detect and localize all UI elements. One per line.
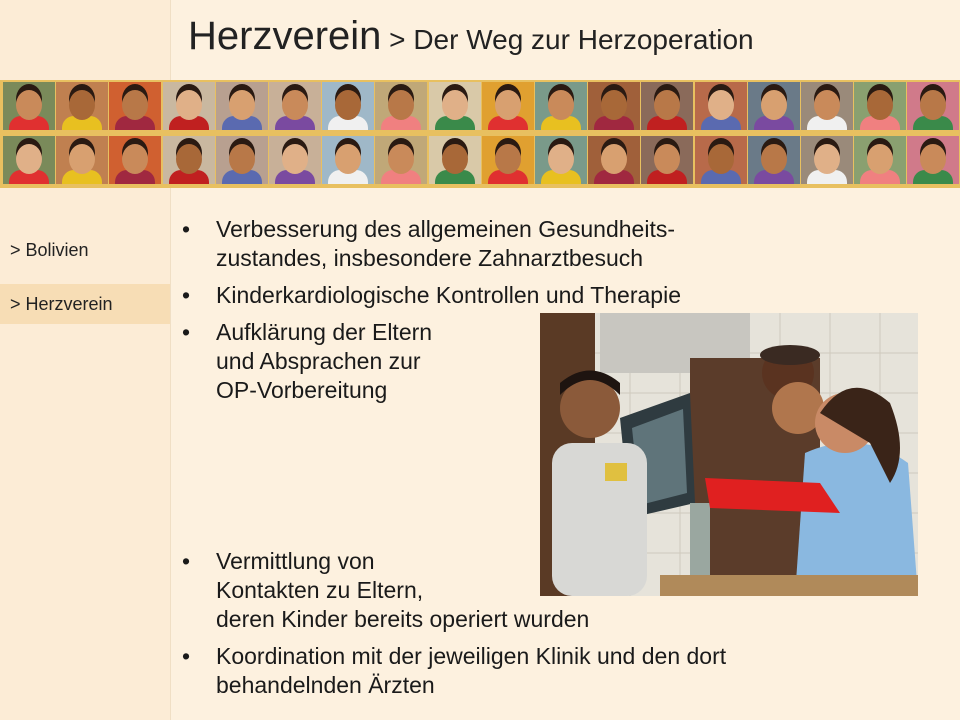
banner-photo	[801, 82, 853, 130]
banner-photo	[429, 82, 481, 130]
bullet-item: • Koordination mit der jeweiligen Klinik und den dort behandelnden Ärzten	[216, 642, 726, 700]
banner-photo	[748, 82, 800, 130]
banner-photo	[695, 82, 747, 130]
banner-photo	[216, 82, 268, 130]
banner-photo	[109, 82, 161, 130]
bullet-list-bottom	[216, 547, 726, 700]
banner-photo	[695, 136, 747, 184]
banner-photo	[641, 82, 693, 130]
banner-photo	[56, 136, 108, 184]
banner-photo	[269, 82, 321, 130]
banner-photo	[429, 136, 481, 184]
banner-photo	[56, 82, 108, 130]
nav-item-bolivien[interactable]: > Bolivien	[10, 240, 89, 260]
banner-photo	[322, 136, 374, 184]
bullet-item: • Aufklärung der Eltern und Absprachen zur OP-Vorbereitung	[216, 318, 681, 405]
banner-photo	[269, 136, 321, 184]
banner-photo	[588, 136, 640, 184]
nav-item-herzverein[interactable]: > Herzverein	[0, 284, 170, 324]
banner-photo	[322, 82, 374, 130]
bullet-item: • Verbesserung des allgemeinen Gesundheits- zustandes, insbesondere Zahnarztbesuch	[216, 215, 681, 273]
children-photo-banner	[0, 80, 960, 188]
banner-photo	[907, 82, 959, 130]
banner-photo	[3, 136, 55, 184]
banner-photo	[907, 136, 959, 184]
banner-photo	[854, 82, 906, 130]
page-title-main: Herzverein	[188, 14, 382, 58]
banner-photo	[163, 136, 215, 184]
page-title	[188, 14, 754, 59]
banner-photo	[109, 136, 161, 184]
banner-photo	[854, 136, 906, 184]
banner-photo	[535, 82, 587, 130]
banner-photo	[535, 136, 587, 184]
banner-photo	[375, 136, 427, 184]
banner-photo	[216, 136, 268, 184]
banner-photo	[641, 136, 693, 184]
page-title-sub: > Der Weg zur Herzoperation	[381, 24, 754, 55]
banner-photo	[588, 82, 640, 130]
bullet-item: • Vermittlung von Kontakten zu Eltern, deren Kinder bereits operiert wurden	[216, 547, 726, 634]
banner-photo	[163, 82, 215, 130]
banner-photo	[748, 136, 800, 184]
banner-photo	[3, 82, 55, 130]
banner-photo	[482, 136, 534, 184]
banner-photo	[482, 82, 534, 130]
banner-photo	[801, 136, 853, 184]
banner-photo	[375, 82, 427, 130]
bullet-item: • Kinderkardiologische Kontrollen und Therapie	[216, 281, 681, 310]
